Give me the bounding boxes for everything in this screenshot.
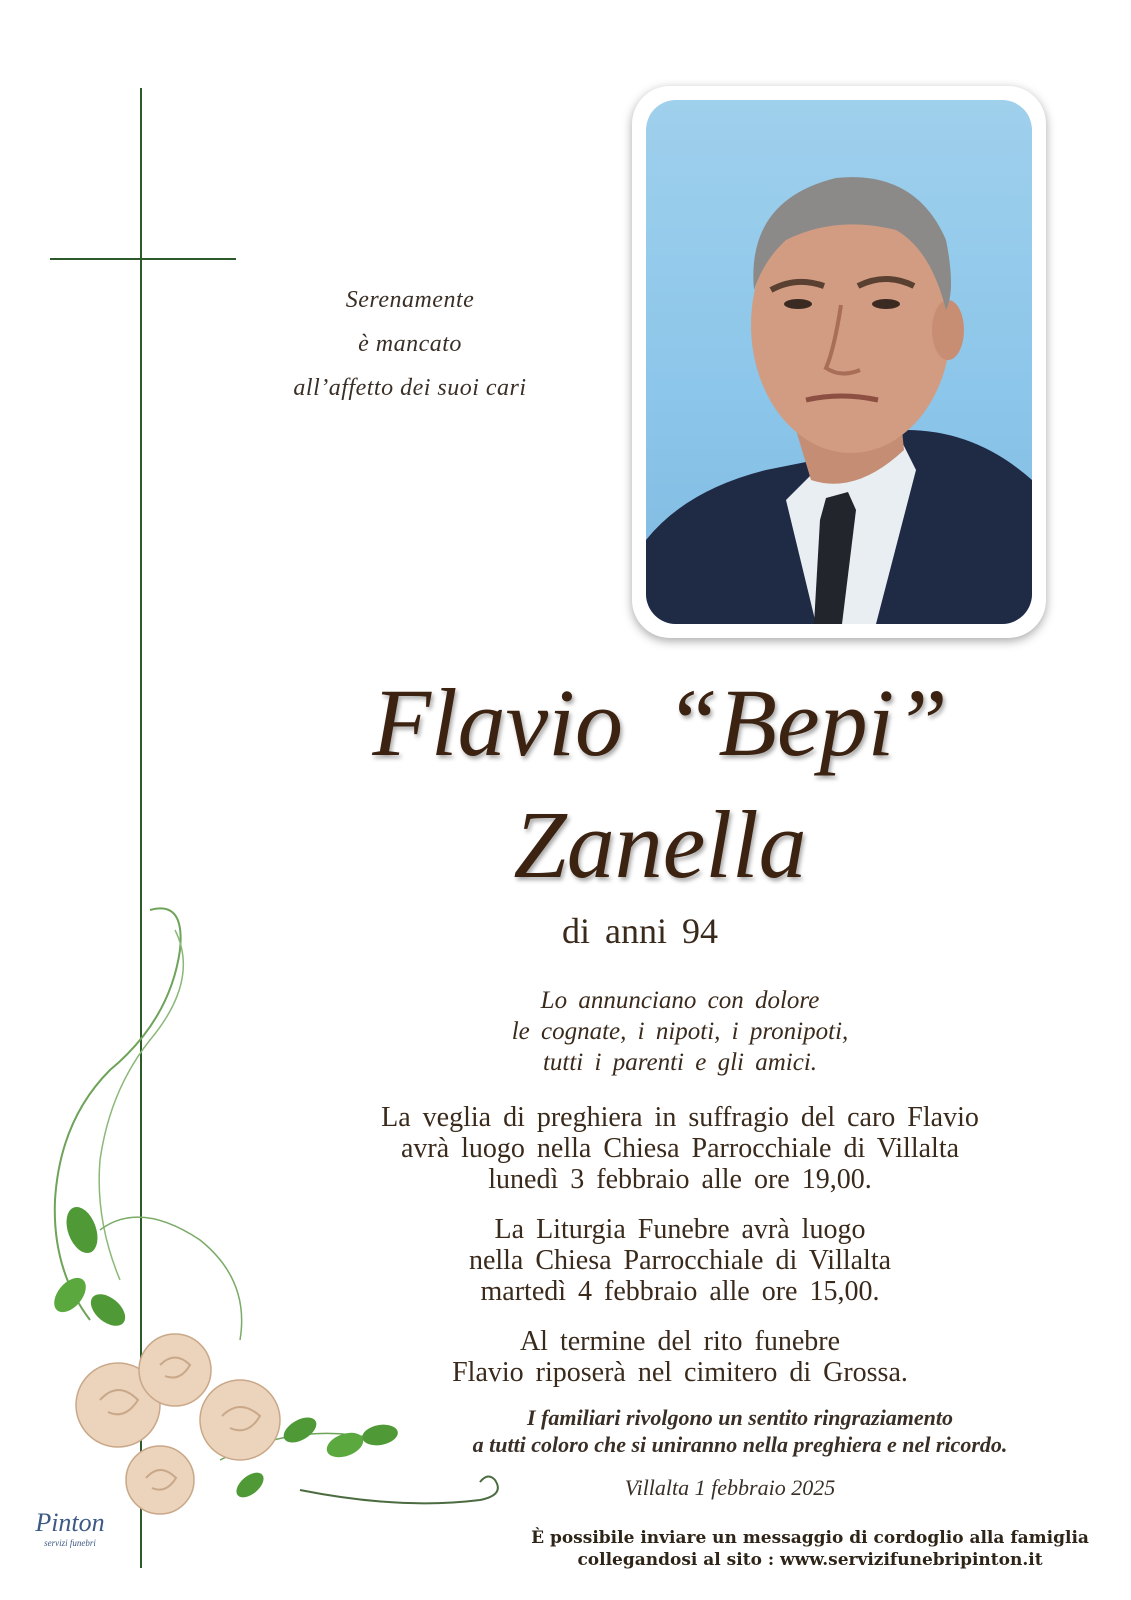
portrait-frame [632, 86, 1046, 638]
logo-name: Pinton [35, 1508, 105, 1537]
intro-line: all’affetto dei suoi cari [293, 375, 527, 401]
vigil-line: La veglia di preghiera in suffragio del caro Flavio [381, 1102, 979, 1133]
condolence-line: collegandosi al sito : www.servizifunebripinton.it [577, 1550, 1043, 1570]
vigil-line: avrà luogo nella Chiesa Parrocchiale di Villalta [400, 1133, 960, 1164]
portrait-illustration [646, 100, 1032, 624]
deceased-name-last: Zanella [513, 791, 807, 898]
deceased-name-first: Flavio “Bepi” [372, 669, 948, 776]
announcement-line: Lo annunciano con dolore [540, 987, 820, 1014]
condolence-line: È possibile inviare un messaggio di cordoglio alla famiglia [531, 1528, 1089, 1548]
burial-line: Al termine del rito funebre [519, 1326, 841, 1357]
cross-horizontal-bar [50, 258, 236, 260]
funeral-line: nella Chiesa Parrocchiale di Villalta [468, 1245, 892, 1276]
intro-line: è mancato [358, 331, 462, 357]
intro-text [240, 278, 580, 410]
floral-decoration [0, 900, 520, 1560]
deceased-age: di anni 94 [562, 911, 718, 951]
intro-line: Serenamente [345, 287, 475, 313]
condolence-text [500, 1527, 1120, 1571]
thanks-line: I familiari rivolgono un sentito ringraziamento [526, 1405, 954, 1430]
portrait-photo [646, 100, 1032, 624]
place-date: Villalta 1 febbraio 2025 [624, 1475, 836, 1500]
announcement-line: tutti i parenti e gli amici. [542, 1049, 818, 1076]
announcement-line: le cognate, i nipoti, i pronipoti, [511, 1018, 849, 1045]
pinton-logo [20, 1504, 120, 1554]
funeral-line: La Liturgia Funebre avrà luogo [494, 1214, 866, 1245]
thanks-line: a tutti coloro che si uniranno nella preghiera e nel ricordo. [472, 1432, 1008, 1457]
funeral-line: martedì 4 febbraio alle ore 15,00. [480, 1276, 880, 1307]
burial-line: Flavio riposerà nel cimitero di Grossa. [452, 1357, 908, 1388]
vigil-line: lunedì 3 febbraio alle ore 19,00. [488, 1164, 872, 1195]
logo-subtitle: servizi funebri [44, 1538, 96, 1548]
